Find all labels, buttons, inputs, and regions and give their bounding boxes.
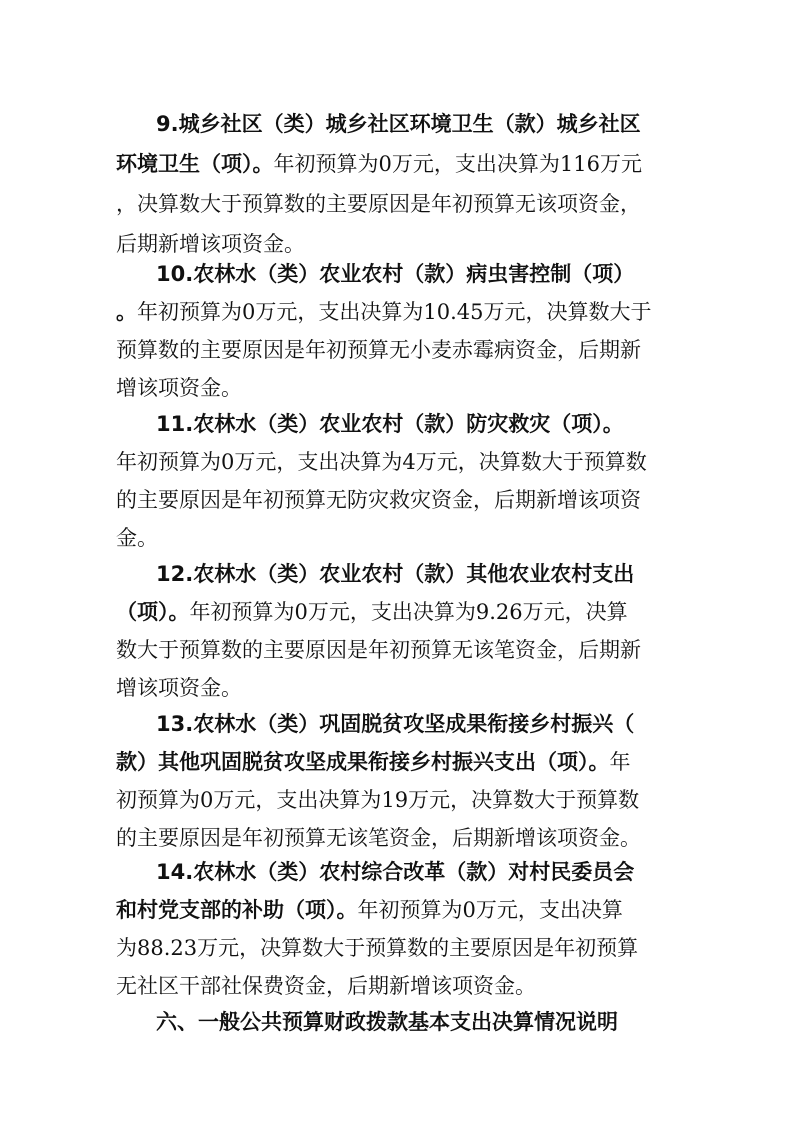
item-10-line-2: 。年初预算为0万元，支出决算为10.45万元，决算数大于 — [116, 300, 652, 324]
item-9-heading: 9.城乡社区（类）城乡社区环境卫生（款）城乡社区 — [156, 112, 641, 136]
item-10-heading: 10.农林水（类）农业农村（款）病虫害控制（项） — [156, 262, 635, 286]
item-13-heading: 13.农林水（类）巩固脱贫攻坚成果衔接乡村振兴（ — [156, 712, 635, 736]
item-14-line-1 — [156, 852, 696, 892]
item-10-line-1 — [156, 254, 696, 294]
item-9-line-4: 后期新增该项资金。 — [116, 232, 305, 256]
item-11-heading: 11.农林水（类）农业农村（款）防灾救灾（项）。 — [156, 412, 624, 436]
item-13-line-2: 款）其他巩固脱贫攻坚成果衔接乡村振兴支出（项）。年 — [116, 750, 631, 774]
item-12-heading: 12.农林水（类）农业农村（款）其他农业农村支出 — [156, 562, 635, 586]
item-11-line-1 — [156, 404, 696, 444]
item-13-line-1 — [156, 704, 696, 744]
section-title: 六、一般公共预算财政拨款基本支出决算情况说明 — [156, 1010, 618, 1034]
item-11-line-3: 的主要原因是年初预算无防灾救灾资金，后期新增该项资 — [116, 488, 641, 512]
item-14-heading: 14.农林水（类）农村综合改革（款）对村民委员会 — [156, 860, 635, 884]
item-14-line-2: 和村党支部的补助（项）。年初预算为0万元，支出决算 — [116, 898, 623, 922]
item-9-line-1 — [156, 104, 696, 144]
item-14-line-4: 无社区干部社保费资金，后期新增该项资金。 — [116, 974, 536, 998]
item-10-line-3: 预算数的主要原因是年初预算无小麦赤霉病资金，后期新 — [116, 338, 641, 362]
item-10-line-4: 增该项资金。 — [116, 376, 242, 400]
item-13-line-4: 的主要原因是年初预算无该笔资金，后期新增该项资金。 — [116, 826, 641, 850]
item-11-line-2: 年初预算为0万元，支出决算为4万元，决算数大于预算数 — [116, 450, 647, 474]
item-9-line-2: 环境卫生（项）。年初预算为0万元，支出决算为116万元 — [116, 152, 642, 176]
item-11-line-4: 金。 — [116, 526, 158, 550]
item-12-line-2: （项）。年初预算为0万元，支出决算为9.26万元，决算 — [116, 600, 628, 624]
item-9-line-3: ，决算数大于预算数的主要原因是年初预算无该项资金， — [116, 192, 641, 216]
item-14-line-3: 为88.23万元，决算数大于预算数的主要原因是年初预算 — [116, 936, 639, 960]
item-13-line-3: 初预算为0万元，支出决算为19万元，决算数大于预算数 — [116, 788, 640, 812]
item-12-line-1 — [156, 554, 696, 594]
item-12-line-3: 数大于预算数的主要原因是年初预算无该笔资金，后期新 — [116, 638, 641, 662]
item-12-line-4: 增该项资金。 — [116, 676, 242, 700]
